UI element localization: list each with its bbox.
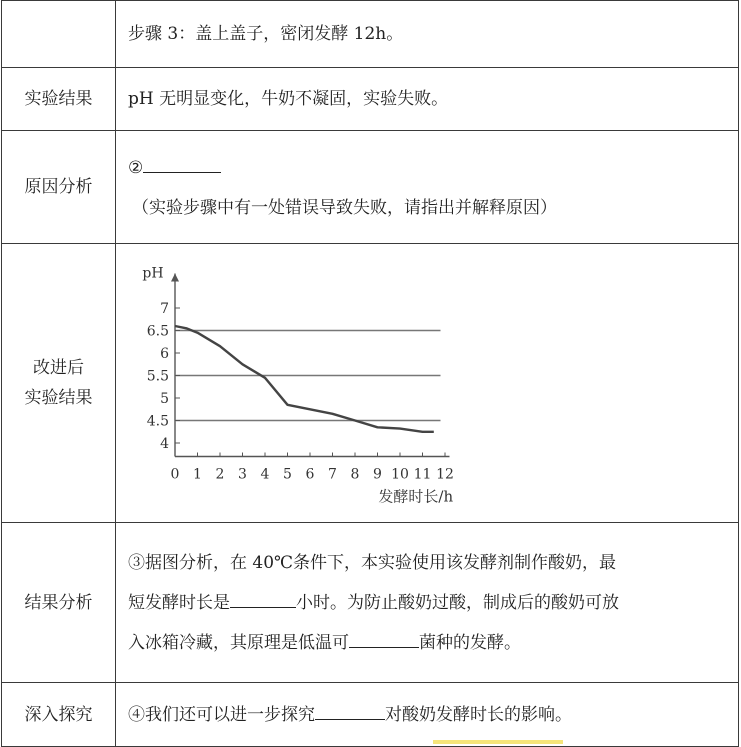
- experiment-table: [1, 0, 739, 747]
- row-improved: [2, 244, 739, 523]
- analysis-line1: ③据图分析，在 40℃条件下，本实验使用该发酵剂制作酸奶，最: [128, 552, 617, 573]
- y-tick-label-3: 5.5: [146, 368, 169, 385]
- analysis-line2-a: 短发酵时长是: [128, 592, 230, 613]
- explore-content: [116, 683, 739, 747]
- y-axis-label: pH: [142, 265, 164, 282]
- x-tick-label-11: 11: [413, 466, 432, 483]
- ph-chart: [116, 244, 736, 514]
- y-tick-label-6: 7: [160, 301, 169, 317]
- x-tick-label-8: 8: [350, 466, 360, 483]
- min-hours-blank[interactable]: [230, 589, 296, 608]
- cause-blank[interactable]: [143, 154, 221, 173]
- y-tick-label-0: 4: [160, 436, 169, 452]
- x-tick-label-4: 4: [260, 466, 270, 483]
- improved-label-line2: 实验结果: [24, 388, 93, 408]
- row-cause: [2, 131, 739, 244]
- row-analysis: [2, 523, 739, 683]
- x-tick-label-0: 0: [170, 466, 180, 483]
- y-tick-label-2: 5: [160, 391, 169, 407]
- y-tick-label-4: 6: [160, 346, 169, 362]
- improved-label: [2, 244, 116, 523]
- explore-text-b: 对酸奶发酵时长的影响。: [385, 705, 572, 725]
- cause-answer-line: [128, 154, 726, 181]
- x-tick-label-2: 2: [215, 466, 225, 483]
- low-temp-blank[interactable]: [349, 629, 419, 648]
- chart-cell: [116, 244, 739, 523]
- analysis-label: 结果分析: [2, 523, 116, 683]
- x-tick-label-6: 6: [305, 466, 315, 483]
- cause-label: 原因分析: [2, 131, 116, 244]
- analysis-line2-b: 小时。为防止酸奶过酸，制成后的酸奶可放: [296, 592, 619, 613]
- result-label: 实验结果: [2, 68, 116, 131]
- x-tick-label-12: 12: [436, 466, 454, 483]
- highlight-mark: [433, 740, 563, 744]
- analysis-line3: [128, 623, 726, 663]
- x-tick-label-7: 7: [328, 466, 337, 483]
- improved-label-line1: 改进后: [33, 358, 84, 378]
- analysis-line3-a: 入冰箱冷藏，其原理是低温可: [128, 632, 349, 653]
- empty-label-cell: [2, 1, 116, 68]
- ph-curve-0: [175, 326, 434, 432]
- explore-text-a: ④我们还可以进一步探究: [128, 705, 315, 725]
- analysis-line2: [128, 583, 726, 623]
- x-tick-label-3: 3: [238, 466, 247, 483]
- row-explore: [2, 683, 739, 747]
- x-axis-label: 发酵时长/h: [378, 487, 454, 506]
- row-result: [2, 68, 739, 131]
- y-axis-arrow: [171, 274, 179, 282]
- cause-marker: ②: [128, 157, 144, 178]
- step3-text: 步骤 3：盖上盖子，密闭发酵 12h。: [116, 1, 739, 68]
- y-tick-label-1: 4.5: [146, 413, 169, 430]
- result-text: pH 无明显变化，牛奶不凝固，实验失败。: [116, 68, 739, 131]
- y-tick-label-5: 6.5: [146, 323, 169, 340]
- x-tick-label-1: 1: [193, 466, 202, 483]
- explore-label: 深入探究: [2, 683, 116, 747]
- analysis-line3-b: 菌种的发酵。: [419, 632, 521, 653]
- cause-content: [116, 131, 739, 244]
- x-tick-label-5: 5: [283, 466, 292, 483]
- cause-note: （实验步骤中有一处错误导致失败，请指出并解释原因）: [132, 197, 557, 218]
- x-tick-label-9: 9: [373, 466, 382, 483]
- row-step3: [2, 1, 739, 68]
- x-tick-label-10: 10: [391, 466, 409, 483]
- analysis-content: [116, 523, 739, 683]
- explore-blank[interactable]: [315, 701, 385, 720]
